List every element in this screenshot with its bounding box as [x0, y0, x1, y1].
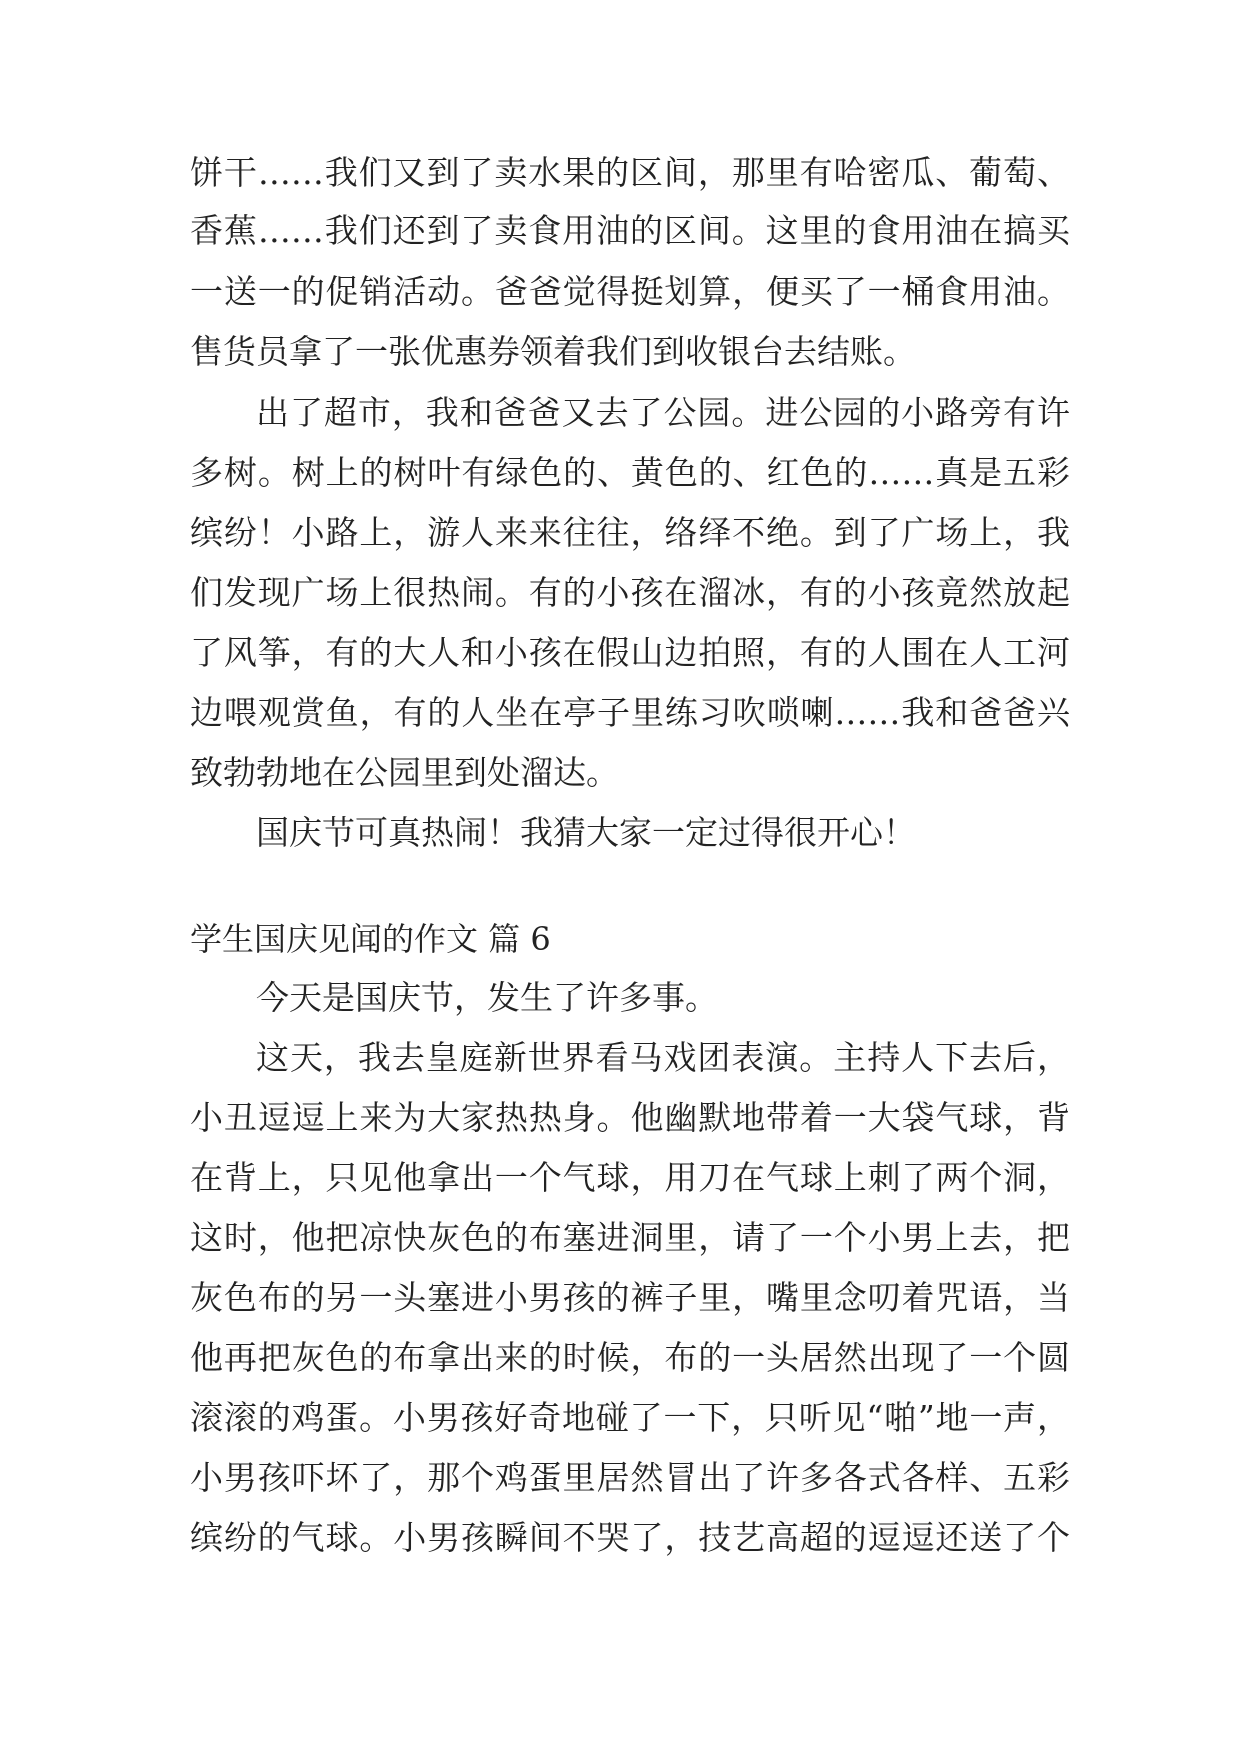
- text-line: 一送一的促销活动。爸爸觉得挺划算，便买了一桶食用油。: [190, 272, 1070, 311]
- text-line: 了风筝，有的大人和小孩在假山边拍照，有的人围在人工河: [190, 633, 1070, 672]
- text-line: 这时，他把凉快灰色的布塞进洞里，请了一个小男上去，把: [190, 1218, 1070, 1257]
- text-line: 他再把灰色的布拿出来的时候，布的一头居然出现了一个圆: [190, 1338, 1070, 1377]
- text-line: 在背上，只见他拿出一个气球，用刀在气球上刺了两个洞，: [190, 1158, 1070, 1197]
- text-line: 今天是国庆节，发生了许多事。: [256, 978, 718, 1017]
- text-line: 饼干……我们又到了卖水果的区间，那里有哈密瓜、葡萄、: [190, 153, 1070, 192]
- text-line: 出了超市，我和爸爸又去了公园。进公园的小路旁有许: [256, 393, 1070, 432]
- text-line: 国庆节可真热闹！我猜大家一定过得很开心！: [256, 813, 916, 852]
- text-line: 多树。树上的树叶有绿色的、黄色的、红色的……真是五彩: [190, 453, 1070, 492]
- text-line: 滚滚的鸡蛋。小男孩好奇地碰了一下，只听见“啪”地一声，: [190, 1398, 1070, 1437]
- text-line: 边喂观赏鱼，有的人坐在亭子里练习吹唢喇……我和爸爸兴: [190, 693, 1070, 732]
- text-line: 们发现广场上很热闹。有的小孩在溜冰，有的小孩竟然放起: [190, 573, 1070, 612]
- text-line: 香蕉……我们还到了卖食用油的区间。这里的食用油在搞买: [190, 211, 1070, 250]
- text-line: 缤纷！小路上，游人来来往往，络绎不绝。到了广场上，我: [190, 513, 1070, 552]
- text-line: 灰色布的另一头塞进小男孩的裤子里，嘴里念叨着咒语，当: [190, 1278, 1070, 1317]
- text-line: 小男孩吓坏了，那个鸡蛋里居然冒出了许多各式各样、五彩: [190, 1458, 1070, 1497]
- text-line: 这天，我去皇庭新世界看马戏团表演。主持人下去后，: [256, 1038, 1070, 1077]
- text-line: 缤纷的气球。小男孩瞬间不哭了，技艺高超的逗逗还送了个: [190, 1518, 1070, 1557]
- text-line: 致勃勃地在公园里到处溜达。: [190, 753, 619, 792]
- section-heading: 学生国庆见闻的作文 篇 6: [190, 920, 551, 958]
- text-line: 小丑逗逗上来为大家热热身。他幽默地带着一大袋气球，背: [190, 1098, 1070, 1137]
- text-line: 售货员拿了一张优惠券领着我们到收银台去结账。: [190, 332, 916, 371]
